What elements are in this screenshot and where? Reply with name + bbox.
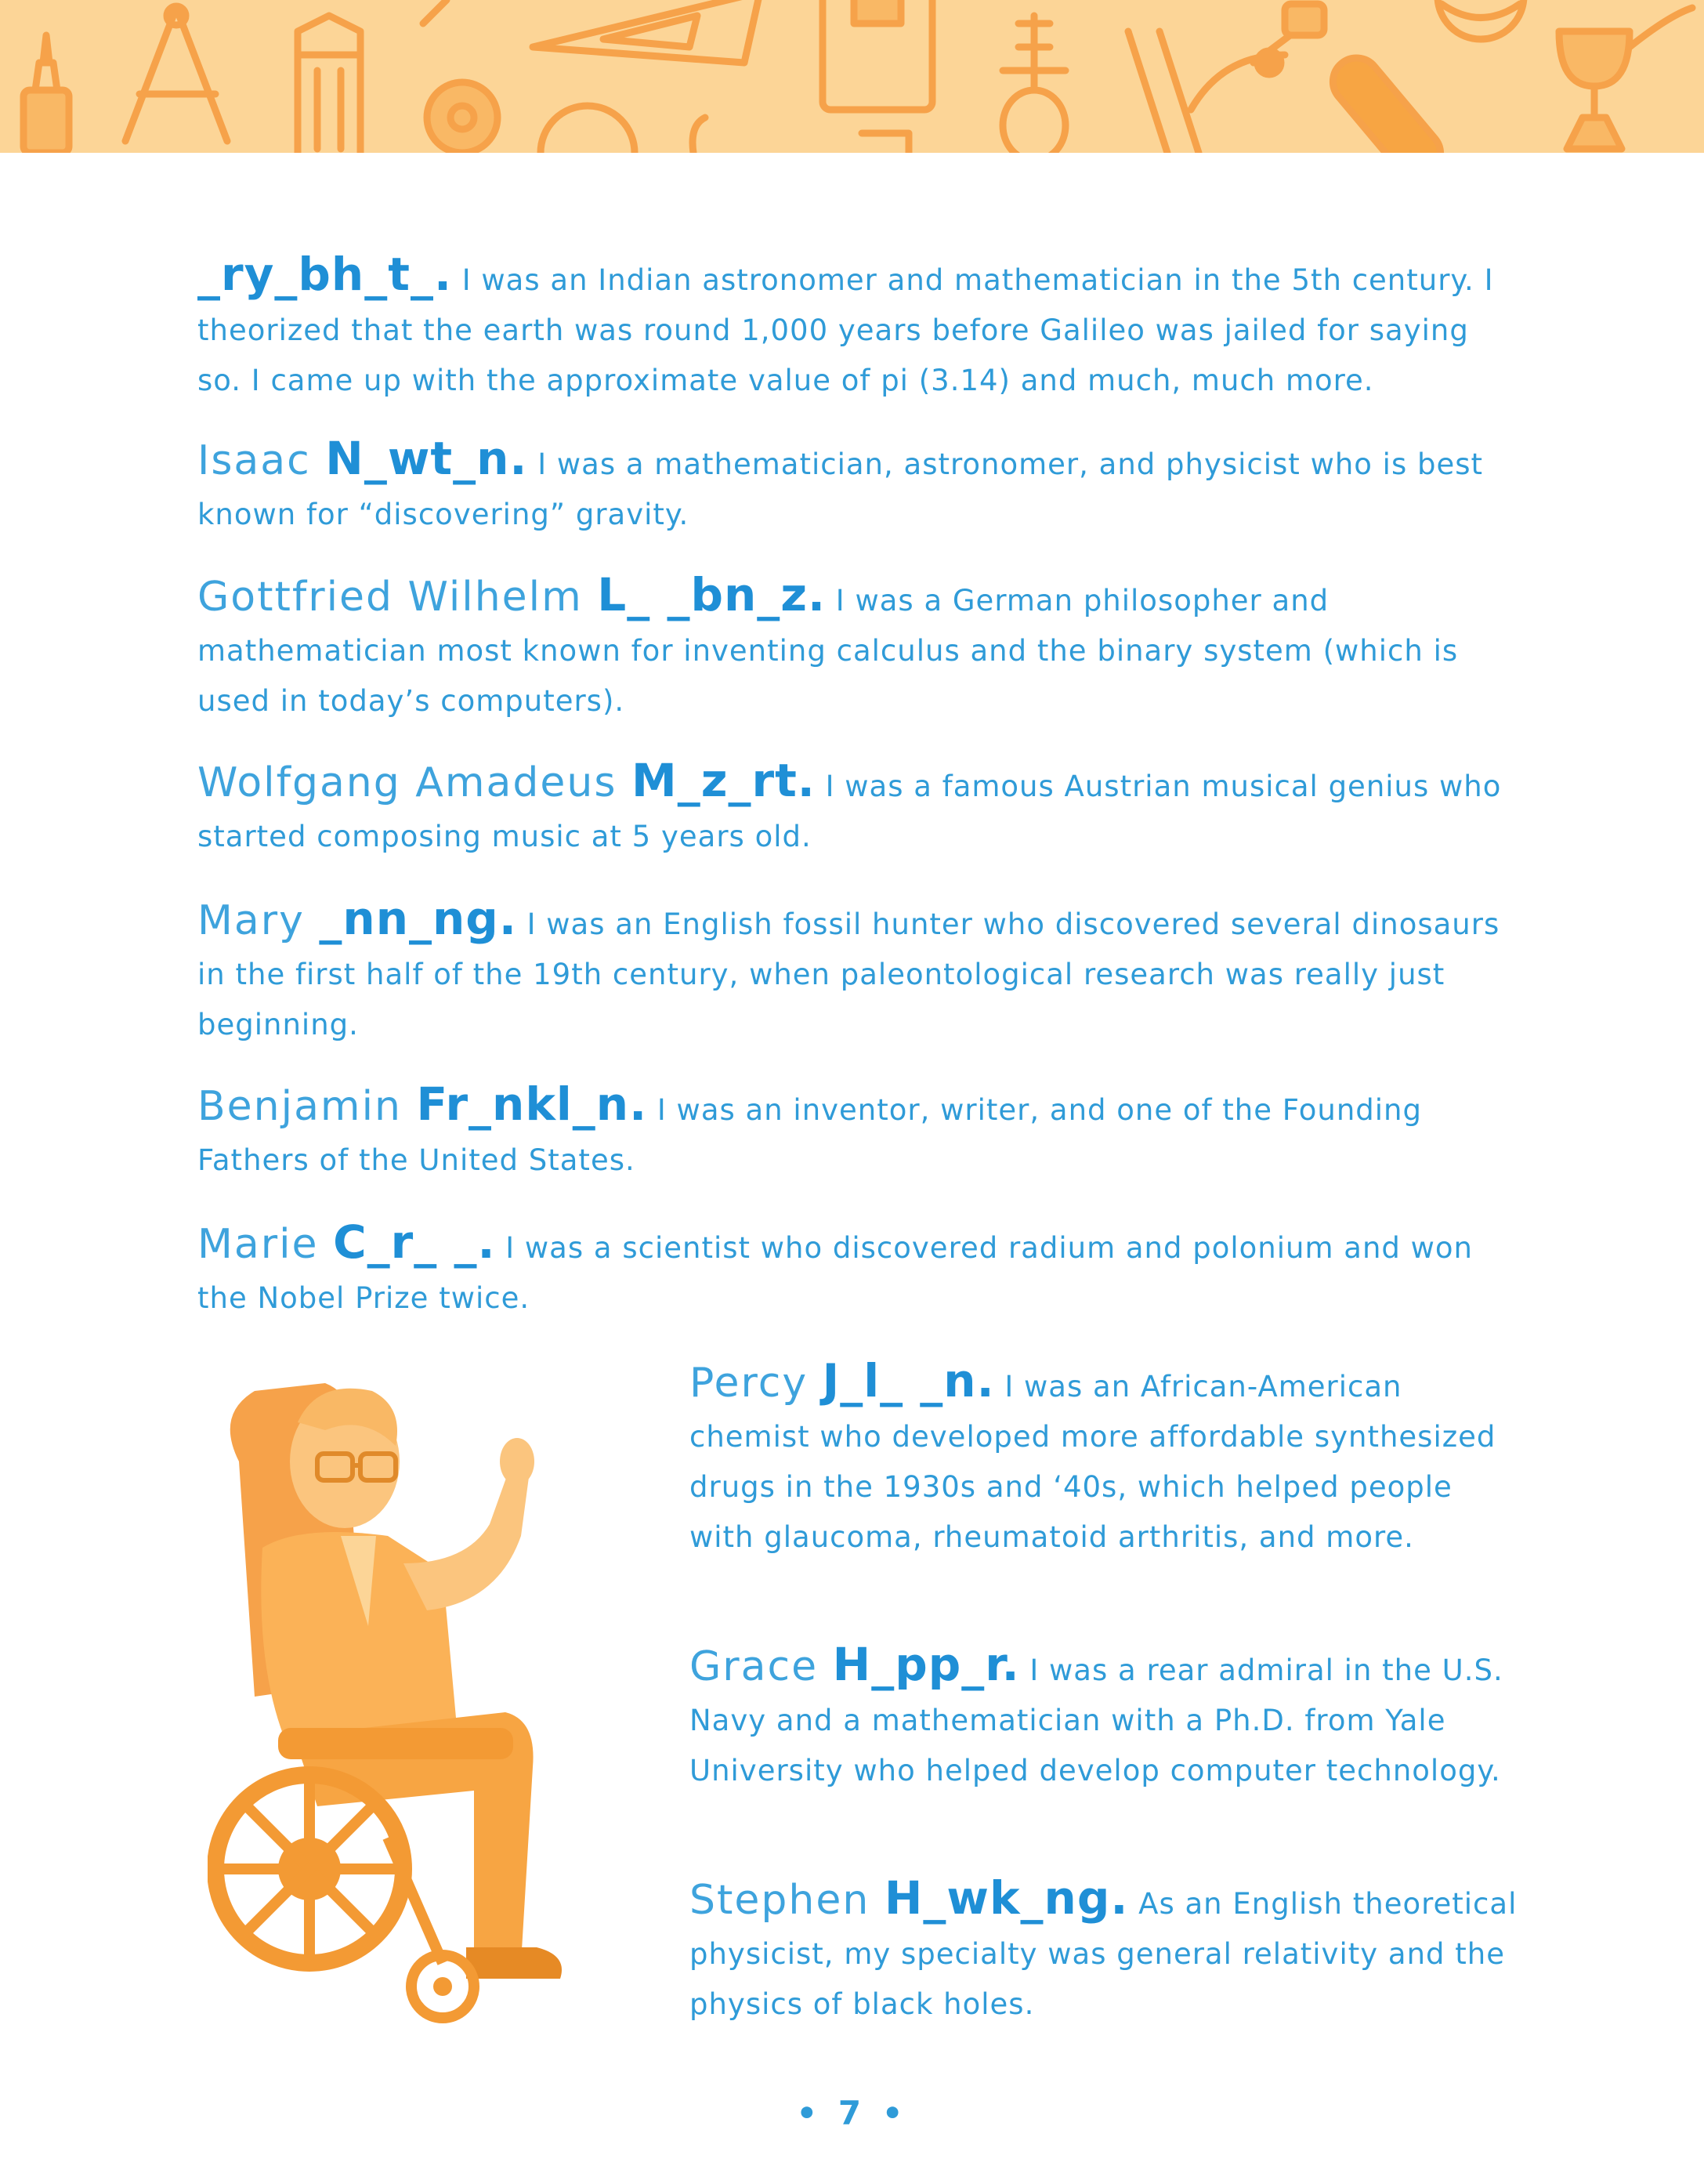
entry-last-name-blank: L_ _bn_z. [597,568,827,621]
entry-first-name: Marie [197,1221,334,1268]
pencil-icon [298,16,360,153]
entry-last-name-blank: H_pp_r. [832,1638,1020,1691]
entry-julian [689,1356,1520,1563]
entry-description: I was a famous Austrian musical genius who started composing music at 5 years old. [197,770,1502,853]
wheelchair-person-illustration [208,1367,670,2034]
entry-first-name: Gottfried Wilhelm [197,574,598,621]
entry-first-name: Stephen [689,1877,885,1924]
entry-description: I was an African-American chemist who developed more affordable synthesized drugs in the 1930s and ‘40s, which helped people with glaucoma, rheumatoid arthritis, and more. [689,1370,1496,1554]
entry-last-name-blank: N_wt_n. [325,432,528,485]
entry-hawking [689,1873,1520,2030]
book-icon [823,0,932,110]
entry-last-name-blank: J_l_ _n. [822,1354,995,1407]
entry-last-name-blank: H_wk_ng. [884,1871,1129,1925]
test-tube-icon [1323,49,1450,153]
triangle-ruler-icon [533,0,760,63]
entry-description: I was a mathematician, astronomer, and physicist who is best known for “discovering” gravity. [197,447,1484,531]
entry-description: I was a rear admiral in the U.S. Navy and a mathematician with a Ph.D. from Yale University who helped develop computer technology. [689,1653,1503,1787]
entry-description: I was a scientist who discovered radium and polonium and won the Nobel Prize twice. [197,1231,1473,1315]
banner-icons [0,0,1704,153]
entry-first-name: Wolfgang Amadeus [197,759,631,806]
entry-first-name: Mary [197,897,320,944]
page-number: • 7 • [796,2094,908,2132]
entry-first-name: Isaac [197,437,326,484]
entry-franklin [197,1079,1514,1186]
entry-last-name-blank: C_r_ _. [333,1215,496,1269]
microscope-icon [1128,4,1324,153]
entry-first-name: Benjamin [197,1083,417,1130]
entry-description: I was a German philosopher and mathematician most known for inventing calculus and the binary system (which is used in today’s computers). [197,584,1459,718]
entry-description: As an English theoretical physicist, my specialty was general relativity and the physics of black holes. [689,1887,1518,2021]
glue-bottle-icon [24,35,69,153]
compass-icon [125,6,227,141]
entry-hopper [689,1639,1520,1796]
entry-last-name-blank: _nn_ng. [319,892,517,945]
entry-description: I was an English fossil hunter who discovered several dinosaurs in the first half of the 19th century, when paleontological research was really just beginning. [197,907,1500,1041]
trophy-icon [1559,8,1692,149]
entry-aryabhata [197,249,1514,406]
entry-last-name-blank: Fr_nkl_n. [416,1078,648,1131]
violin-icon [1003,16,1065,153]
entry-last-name-blank: M_z_rt. [631,754,816,807]
entry-first-name: Percy [689,1360,823,1407]
tape-icon [423,0,497,153]
entry-last-name-blank: _ry_bh_t_. [197,248,452,301]
entry-description: I was an inventor, writer, and one of the Founding Fathers of the United States. [197,1093,1422,1177]
globe-icon [1438,0,1524,39]
entry-curie [197,1217,1514,1324]
entry-first-name: Grace [689,1643,833,1690]
header-banner [0,0,1704,153]
entry-mozart [197,755,1514,862]
entry-description: I was an Indian astronomer and mathematician in the 5th century. I theorized that the earth was round 1,000 years before Galileo was jailed for saying so. I came up with the approximate value of pi (3.14) and much, much more. [197,263,1494,397]
entry-leibniz [197,570,1514,726]
entry-anning [197,893,1514,1050]
entry-newton [197,433,1514,540]
